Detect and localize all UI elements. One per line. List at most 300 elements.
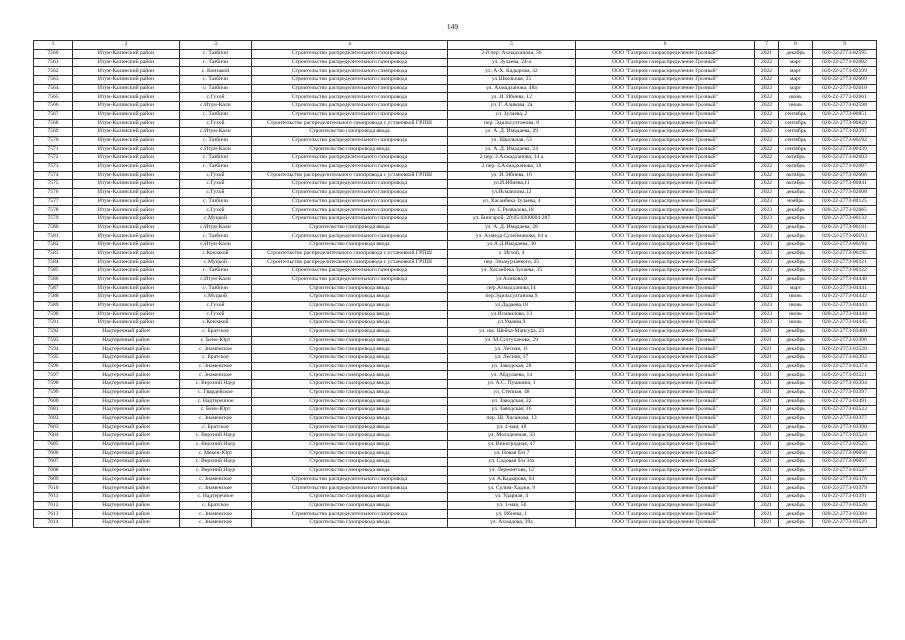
district-cell: Итум-Калинский район: [73, 50, 180, 59]
district-cell: Итум-Калинский район: [73, 110, 180, 119]
district-cell: Надтеречный район: [73, 467, 180, 476]
code-cell: 020-22-2773-02606: [813, 171, 877, 180]
month-cell: декабрь: [779, 467, 813, 476]
year-cell: 2023: [755, 284, 779, 293]
contractor-cell: ООО "Газпром газораспределение Грозный": [576, 310, 755, 319]
settlement-cell: с.Итум-Кали: [180, 145, 252, 154]
district-cell: Итум-Калинский район: [73, 154, 180, 163]
month-cell: июнь: [779, 93, 813, 102]
code-cell: 020-22-2773-03390: [813, 423, 877, 432]
code-cell: 020-22-2773-00057: [813, 458, 877, 467]
month-cell: декабрь: [779, 449, 813, 458]
contractor-cell: ООО "Газпром газораспределение Грозный": [576, 50, 755, 59]
month-cell: декабрь: [779, 275, 813, 284]
month-cell: декабрь: [779, 345, 813, 354]
contractor-cell: ООО "Газпром газораспределение Грозный": [576, 432, 755, 441]
district-cell: Надтеречный район: [73, 423, 180, 432]
work-type-cell: Строительство газопровода ввода: [252, 493, 448, 502]
work-type-cell: Строительство газопровода ввода: [252, 336, 448, 345]
month-cell: декабрь: [779, 362, 813, 371]
row-number-cell: 7598: [34, 380, 73, 389]
column-header-8: 8: [779, 41, 813, 50]
month-cell: декабрь: [779, 388, 813, 397]
code-cell: 020-22-2773-03460: [813, 328, 877, 337]
year-cell: 2021: [755, 440, 779, 449]
code-cell: 020-22-2773-02598: [813, 102, 877, 111]
address-cell: ул. Школьная, 53: [448, 136, 576, 145]
year-cell: 2021: [755, 354, 779, 363]
table-row: [34, 475, 877, 484]
row-number-cell: 7577: [34, 197, 73, 206]
year-cell: 2021: [755, 380, 779, 389]
address-cell: ул. С Ризвалова,18: [448, 206, 576, 215]
code-cell: 020-22-2773-00132: [813, 215, 877, 224]
year-cell: 2021: [755, 397, 779, 406]
settlement-cell: с. Знаменское: [180, 345, 252, 354]
month-cell: июнь: [779, 301, 813, 310]
row-number-cell: 7560: [34, 50, 73, 59]
district-cell: Надтеречный район: [73, 406, 180, 415]
code-cell: 020-22-2773-02608: [813, 189, 877, 198]
district-cell: Надтеречный район: [73, 388, 180, 397]
work-type-cell: Строительство газопровода ввода: [252, 432, 448, 441]
row-number-cell: 7572: [34, 154, 73, 163]
row-number-cell: 7610: [34, 484, 73, 493]
year-cell: 2021: [755, 510, 779, 519]
code-cell: 020-22-2773-02595: [813, 50, 877, 59]
settlement-cell: с. Верхний Наур: [180, 440, 252, 449]
address-cell: ул. Лермонтова, 12: [448, 467, 576, 476]
address-cell: ул. А.С. Пушкина, 1: [448, 380, 576, 389]
month-cell: сентябрь: [779, 128, 813, 137]
settlement-cell: с. Тазбичи: [180, 84, 252, 93]
settlement-cell: с. Знаменское: [180, 484, 252, 493]
table-row: [34, 388, 877, 397]
row-number-cell: 7604: [34, 432, 73, 441]
district-cell: Итум-Калинский район: [73, 232, 180, 241]
settlement-cell: с. Братское: [180, 423, 252, 432]
month-cell: декабрь: [779, 380, 813, 389]
code-cell: 020-22-2773-03527: [813, 467, 877, 476]
month-cell: октябрь: [779, 180, 813, 189]
address-cell: ул. Заводская, 28: [448, 362, 576, 371]
table-row: [34, 128, 877, 137]
address-cell: ул. Хасанбека Зулаева, 4: [448, 197, 576, 206]
district-cell: Итум-Калинский район: [73, 301, 180, 310]
month-cell: март: [779, 58, 813, 67]
code-cell: 020-22-2773-04443: [813, 301, 877, 310]
work-type-cell: Строительство газопровода ввода: [252, 145, 448, 154]
work-type-cell: Строительство газопровода ввода: [252, 423, 448, 432]
month-cell: октябрь: [779, 171, 813, 180]
year-cell: 2021: [755, 423, 779, 432]
work-type-cell: Строительство распределительного газопровода: [252, 136, 448, 145]
table-row: [34, 110, 877, 119]
work-type-cell: Строительство распределительного газопровода: [252, 102, 448, 111]
contractor-cell: ООО "Газпром газораспределение Грозный": [576, 275, 755, 284]
work-type-cell: Строительство распределительного газопровода: [252, 162, 448, 171]
settlement-cell: с. Тазбичи: [180, 267, 252, 276]
month-cell: октябрь: [779, 154, 813, 163]
work-type-cell: Строительство распределительного газопровода: [252, 189, 448, 198]
year-cell: 2022: [755, 145, 779, 154]
address-cell: ул. Зулаева, 24-а: [448, 58, 576, 67]
address-cell: пер.Эдильсултанова,9: [448, 293, 576, 302]
district-cell: Итум-Калинский район: [73, 102, 180, 111]
year-cell: 2023: [755, 293, 779, 302]
settlement-cell: с. Тазбичи: [180, 76, 252, 85]
district-cell: Надтеречный район: [73, 336, 180, 345]
code-cell: 020-22-2773-00056: [813, 449, 877, 458]
work-type-cell: Строительство газопровода ввода: [252, 388, 448, 397]
contractor-cell: ООО "Газпром газораспределение Грозный": [576, 354, 755, 363]
table-row: [34, 76, 877, 85]
column-header-7: 7: [755, 41, 779, 50]
work-type-cell: Строительство распределительного газопровода: [252, 232, 448, 241]
contractor-cell: ООО "Газпром газораспределение Грозный": [576, 328, 755, 337]
table-row: [34, 423, 877, 432]
work-type-cell: Строительство газопровода ввода: [252, 328, 448, 337]
year-cell: 2022: [755, 128, 779, 137]
month-cell: март: [779, 284, 813, 293]
address-cell: ул. Заводская, 22: [448, 397, 576, 406]
settlement-cell: с.Итум-Кали: [180, 102, 252, 111]
district-cell: Итум-Калинский район: [73, 267, 180, 276]
row-number-cell: 7600: [34, 397, 73, 406]
district-cell: Надтеречный район: [73, 432, 180, 441]
code-cell: 020-22-2773-03524: [813, 432, 877, 441]
year-cell: 2021: [755, 501, 779, 510]
district-cell: Итум-Калинский район: [73, 128, 180, 137]
month-cell: декабрь: [779, 258, 813, 267]
contractor-cell: ООО "Газпром газораспределение Грозный": [576, 189, 755, 198]
contractor-cell: ООО "Газпром газораспределение Грозный": [576, 510, 755, 519]
address-cell: пер. Эльмурзаевого, 25: [448, 258, 576, 267]
year-cell: 2022: [755, 162, 779, 171]
work-type-cell: Строительство распределительного газопровода: [252, 197, 448, 206]
code-cell: 020-22-2773-04441: [813, 284, 877, 293]
year-cell: 2021: [755, 475, 779, 484]
table-row: [34, 102, 877, 111]
year-cell: 2022: [755, 189, 779, 198]
contractor-cell: ООО "Газпром газораспределение Грозный": [576, 467, 755, 476]
row-number-cell: 7565: [34, 93, 73, 102]
contractor-cell: ООО "Газпром газораспределение Грозный": [576, 388, 755, 397]
district-cell: Надтеречный район: [73, 519, 180, 528]
settlement-cell: с. Знаменское: [180, 362, 252, 371]
address-cell: пер. Ш. Хасанова, 13: [448, 414, 576, 423]
settlement-cell: с. Конзакой: [180, 67, 252, 76]
address-cell: ул. Ударная, 4: [448, 493, 576, 502]
district-cell: Итум-Калинский район: [73, 180, 180, 189]
row-number-cell: 7575: [34, 180, 73, 189]
table-row: [34, 145, 877, 154]
code-cell: 020-22-2773-02597: [813, 128, 877, 137]
month-cell: декабрь: [779, 50, 813, 59]
settlement-cell: с. Надтеречное: [180, 397, 252, 406]
contractor-cell: ООО "Газпром газораспределение Грозный": [576, 406, 755, 415]
work-type-cell: Строительство распределительного газопровода: [252, 58, 448, 67]
table-row: [34, 432, 877, 441]
table-row: [34, 510, 877, 519]
work-type-cell: Строительство распределительного газопровода: [252, 267, 448, 276]
district-cell: Итум-Калинский район: [73, 67, 180, 76]
address-cell: ул. Зулаева, 2: [448, 110, 576, 119]
row-number-cell: 7576: [34, 189, 73, 198]
address-cell: ул. им. Шейха-Мансура, 23: [448, 328, 576, 337]
contractor-cell: ООО "Газпром газораспределение Грозный": [576, 145, 755, 154]
row-number-cell: 7583: [34, 249, 73, 258]
code-cell: 020-22-2773-02602: [813, 58, 877, 67]
contractor-cell: ООО "Газпром газораспределение Грозный": [576, 215, 755, 224]
address-cell: х. Исхой, 4: [448, 249, 576, 258]
district-cell: Надтеречный район: [73, 449, 180, 458]
contractor-cell: ООО "Газпром газораспределение Грозный": [576, 241, 755, 250]
contractor-cell: ООО "Газпром газораспределение Грозный": [576, 519, 755, 528]
year-cell: 2022: [755, 110, 779, 119]
header-row: [34, 41, 877, 50]
contractor-cell: ООО "Газпром газораспределение Грозный": [576, 119, 755, 128]
month-cell: декабрь: [779, 223, 813, 232]
contractor-cell: ООО "Газпром газораспределение Грозный": [576, 197, 755, 206]
row-number-cell: 7591: [34, 319, 73, 328]
address-cell: ул.Умаева,9: [448, 319, 576, 328]
year-cell: 2023: [755, 232, 779, 241]
contractor-cell: ООО "Газпром газораспределение Грозный": [576, 232, 755, 241]
table-row: [34, 119, 877, 128]
code-cell: 020-22-2773-04445: [813, 319, 877, 328]
settlement-cell: с. Братское: [180, 328, 252, 337]
district-cell: Итум-Калинский район: [73, 223, 180, 232]
table-row: [34, 310, 877, 319]
code-cell: 020-22-2773-03374: [813, 362, 877, 371]
column-header-2: 2: [73, 41, 180, 50]
contractor-cell: ООО "Газпром газораспределение Грозный": [576, 162, 755, 171]
month-cell: декабрь: [779, 249, 813, 258]
settlement-cell: с.Муцкой: [180, 293, 252, 302]
work-type-cell: Строительство газопровода ввода: [252, 397, 448, 406]
month-cell: декабрь: [779, 267, 813, 276]
month-cell: сентябрь: [779, 136, 813, 145]
district-cell: Итум-Калинский район: [73, 136, 180, 145]
table-row: [34, 414, 877, 423]
year-cell: 2023: [755, 301, 779, 310]
year-cell: 2021: [755, 414, 779, 423]
row-number-cell: 7607: [34, 458, 73, 467]
row-number-cell: 7567: [34, 110, 73, 119]
year-cell: 2022: [755, 180, 779, 189]
settlement-cell: с. Тазбичи: [180, 58, 252, 67]
row-number-cell: 7603: [34, 423, 73, 432]
settlement-cell: с. Тазбичи: [180, 50, 252, 59]
work-type-cell: Строительство распределительного газопровода: [252, 50, 448, 59]
district-cell: Итум-Калинский район: [73, 76, 180, 85]
address-cell: ул.И.Ибиева,11: [448, 180, 576, 189]
work-type-cell: Строительство газопровода ввода: [252, 223, 448, 232]
year-cell: 2021: [755, 406, 779, 415]
row-number-cell: 7566: [34, 102, 73, 111]
settlement-cell: с. Знаменское: [180, 519, 252, 528]
row-number-cell: 7595: [34, 354, 73, 363]
row-number-cell: 7579: [34, 215, 73, 224]
month-cell: декабрь: [779, 397, 813, 406]
work-type-cell: Строительство распределительного газопровода: [252, 215, 448, 224]
work-type-cell: Строительство газопровода ввода: [252, 406, 448, 415]
district-cell: Итум-Калинский район: [73, 241, 180, 250]
contractor-cell: ООО "Газпром газораспределение Грозный": [576, 458, 755, 467]
table-row: [34, 258, 877, 267]
row-number-cell: 7581: [34, 232, 73, 241]
row-number-cell: 7574: [34, 171, 73, 180]
contractor-cell: ООО "Газпром газораспределение Грозный": [576, 93, 755, 102]
year-cell: 2022: [755, 93, 779, 102]
table-row: [34, 154, 877, 163]
table-row: [34, 519, 877, 528]
table-row: [34, 345, 877, 354]
table-row: [34, 232, 877, 241]
work-type-cell: Строительство газопровода ввода: [252, 301, 448, 310]
row-number-cell: 7596: [34, 362, 73, 371]
month-cell: июнь: [779, 293, 813, 302]
code-cell: 020-22-2773-02603: [813, 154, 877, 163]
district-cell: Итум-Калинский район: [73, 162, 180, 171]
contractor-cell: ООО "Газпром газораспределение Грозный": [576, 345, 755, 354]
settlement-cell: с. Гвардейское: [180, 388, 252, 397]
address-cell: пер.Ахмадханова,14: [448, 284, 576, 293]
settlement-cell: с.Муцкой: [180, 258, 252, 267]
year-cell: 2021: [755, 50, 779, 59]
code-cell: 020-22-2773-00122: [813, 267, 877, 276]
year-cell: 2021: [755, 371, 779, 380]
district-cell: Надтеречный район: [73, 328, 180, 337]
code-cell: 020-22-2773-02609: [813, 76, 877, 85]
district-cell: Надтеречный район: [73, 484, 180, 493]
district-cell: Надтеречный район: [73, 414, 180, 423]
row-number-cell: 7590: [34, 310, 73, 319]
contractor-cell: ООО "Газпром газораспределение Грозный": [576, 84, 755, 93]
month-cell: июнь: [779, 102, 813, 111]
table-row: [34, 293, 877, 302]
address-cell: ул. Лесная, 17: [448, 354, 576, 363]
address-cell: ул. Сулим-Хаджи, 9: [448, 484, 576, 493]
work-type-cell: Строительство распределительного газопровода: [252, 206, 448, 215]
address-cell: ул. И. Ибиева, 16: [448, 171, 576, 180]
year-cell: 2023: [755, 258, 779, 267]
month-cell: декабрь: [779, 414, 813, 423]
month-cell: декабрь: [779, 432, 813, 441]
table-row: [34, 215, 877, 224]
table-row: [34, 458, 877, 467]
month-cell: сентябрь: [779, 145, 813, 154]
address-cell: ул. Г. Аликова, 2а: [448, 102, 576, 111]
settlement-cell: с.Итум-Кали: [180, 223, 252, 232]
code-cell: 020-22-2773-03521: [813, 371, 877, 380]
address-cell: ул. А. Д. Имадаева, 24: [448, 145, 576, 154]
work-type-cell: Строительство газопровода ввода: [252, 414, 448, 423]
address-cell: ул. Лесная, 11: [448, 345, 576, 354]
address-cell: ул. А-Х. Кадырова, 32: [448, 67, 576, 76]
year-cell: 2021: [755, 458, 779, 467]
table-row: [34, 171, 877, 180]
contractor-cell: ООО "Газпром газораспределение Грозный": [576, 440, 755, 449]
month-cell: декабрь: [779, 458, 813, 467]
table-row: [34, 449, 877, 458]
month-cell: декабрь: [779, 189, 813, 198]
year-cell: 2022: [755, 136, 779, 145]
table-row: [34, 249, 877, 258]
address-cell: ул.Аликова,6: [448, 275, 576, 284]
month-cell: декабрь: [779, 423, 813, 432]
contractor-cell: ООО "Газпром газораспределение Грозный": [576, 180, 755, 189]
month-cell: июнь: [779, 319, 813, 328]
row-number-cell: 7592: [34, 328, 73, 337]
month-cell: сентябрь: [779, 110, 813, 119]
settlement-cell: с. Тазбичи: [180, 197, 252, 206]
month-cell: июнь: [779, 310, 813, 319]
year-cell: 2021: [755, 432, 779, 441]
table-row: [34, 267, 877, 276]
month-cell: декабрь: [779, 501, 813, 510]
year-cell: 2021: [755, 336, 779, 345]
code-cell: 020-22-2773-00125: [813, 197, 877, 206]
address-cell: ул. Заводская, 16: [448, 406, 576, 415]
year-cell: 2023: [755, 197, 779, 206]
settlement-cell: с.Конзакой: [180, 249, 252, 258]
table-row: [34, 328, 877, 337]
settlement-cell: с.Итум-Кали: [180, 128, 252, 137]
district-cell: Итум-Калинский район: [73, 84, 180, 93]
contractor-cell: ООО "Газпром газораспределение Грозный": [576, 449, 755, 458]
district-cell: Надтеречный район: [73, 362, 180, 371]
table-row: [34, 336, 877, 345]
work-type-cell: Строительство распределительного газопровода: [252, 180, 448, 189]
work-type-cell: Строительство распределительного газопровода: [252, 110, 448, 119]
work-type-cell: Строительство распределительного газопровода с установкой ГРПШ: [252, 258, 448, 267]
month-cell: декабрь: [779, 484, 813, 493]
year-cell: 2022: [755, 58, 779, 67]
contractor-cell: ООО "Газпром газораспределение Грозный": [576, 58, 755, 67]
contractor-cell: ООО "Газпром газораспределение Грозный": [576, 154, 755, 163]
month-cell: декабрь: [779, 241, 813, 250]
address-cell: ул. А.Кадырова, 64: [448, 475, 576, 484]
year-cell: 2021: [755, 519, 779, 528]
column-header-5: 5: [448, 41, 576, 50]
district-cell: Надтеречный район: [73, 510, 180, 519]
month-cell: декабрь: [779, 475, 813, 484]
code-cell: 020-22-2773-04440: [813, 275, 877, 284]
table-row: [34, 50, 877, 59]
settlement-cell: с. Надтеречное: [180, 493, 252, 502]
settlement-cell: с.Гухой: [180, 310, 252, 319]
page-number: 149: [446, 22, 459, 31]
row-number-cell: 7613: [34, 510, 73, 519]
month-cell: декабрь: [779, 371, 813, 380]
address-cell: ул. Хасанбека Зулаева, 35: [448, 267, 576, 276]
district-cell: Итум-Калинский район: [73, 284, 180, 293]
contractor-cell: ООО "Газпром газораспределение Грозный": [576, 67, 755, 76]
year-cell: 2023: [755, 206, 779, 215]
table-row: [34, 206, 877, 215]
month-cell: декабрь: [779, 215, 813, 224]
district-cell: Итум-Калинский район: [73, 171, 180, 180]
table-row: [34, 380, 877, 389]
year-cell: 2021: [755, 484, 779, 493]
district-cell: Итум-Калинский район: [73, 275, 180, 284]
code-cell: 020-22-2773-00439: [813, 145, 877, 154]
row-number-cell: 7589: [34, 301, 73, 310]
settlement-cell: с.Муцкой: [180, 215, 252, 224]
settlement-cell: с. Братское: [180, 501, 252, 510]
